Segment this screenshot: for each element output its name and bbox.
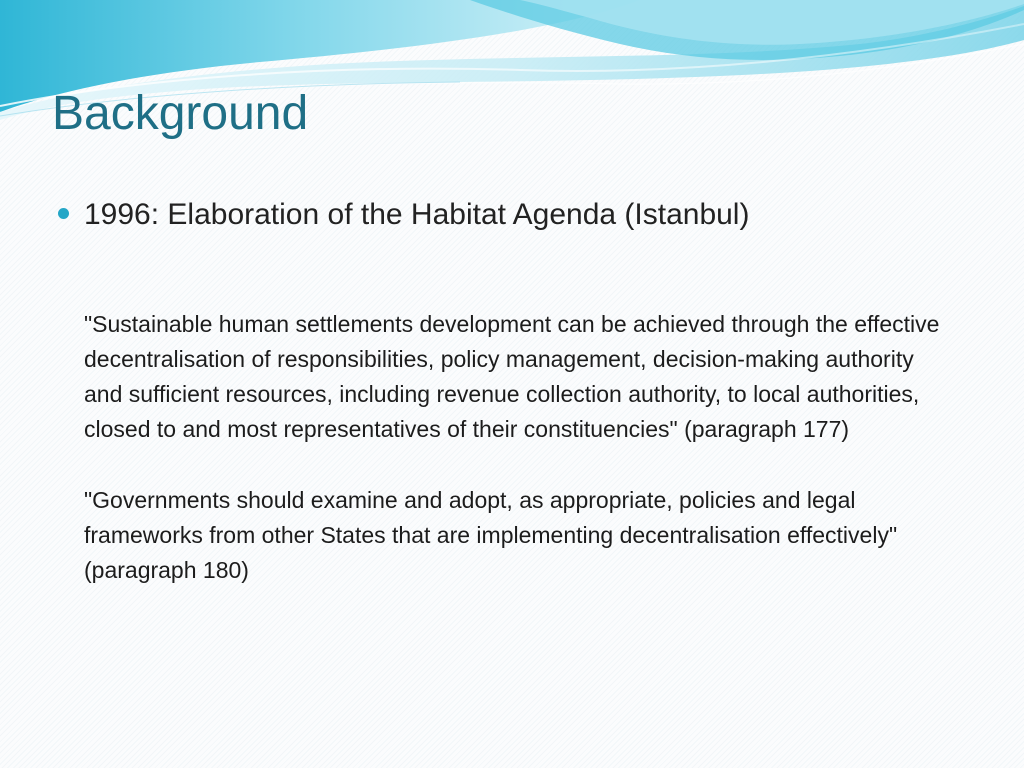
quote-paragraph-177: "Sustainable human settlements development can be achieved through the effective decentralisation of responsibilities, policy management, decision-making authority and sufficient resources, including revenue collection authority, to local authorities, closed to and most representatives of their constituencies" (paragraph 177) <box>84 311 940 442</box>
bullet-item <box>52 196 952 236</box>
bullet-dot-icon <box>58 208 69 219</box>
bullet-text: 1996: Elaboration of the Habitat Agenda (Istanbul) <box>84 198 750 231</box>
quote-paragraph-180: "Governments should examine and adopt, as appropriate, policies and legal frameworks from other States that are implementing decentralisation effectively" (paragraph 180) <box>84 487 898 583</box>
slide-body <box>52 196 952 588</box>
slide-title: Background <box>52 87 309 140</box>
